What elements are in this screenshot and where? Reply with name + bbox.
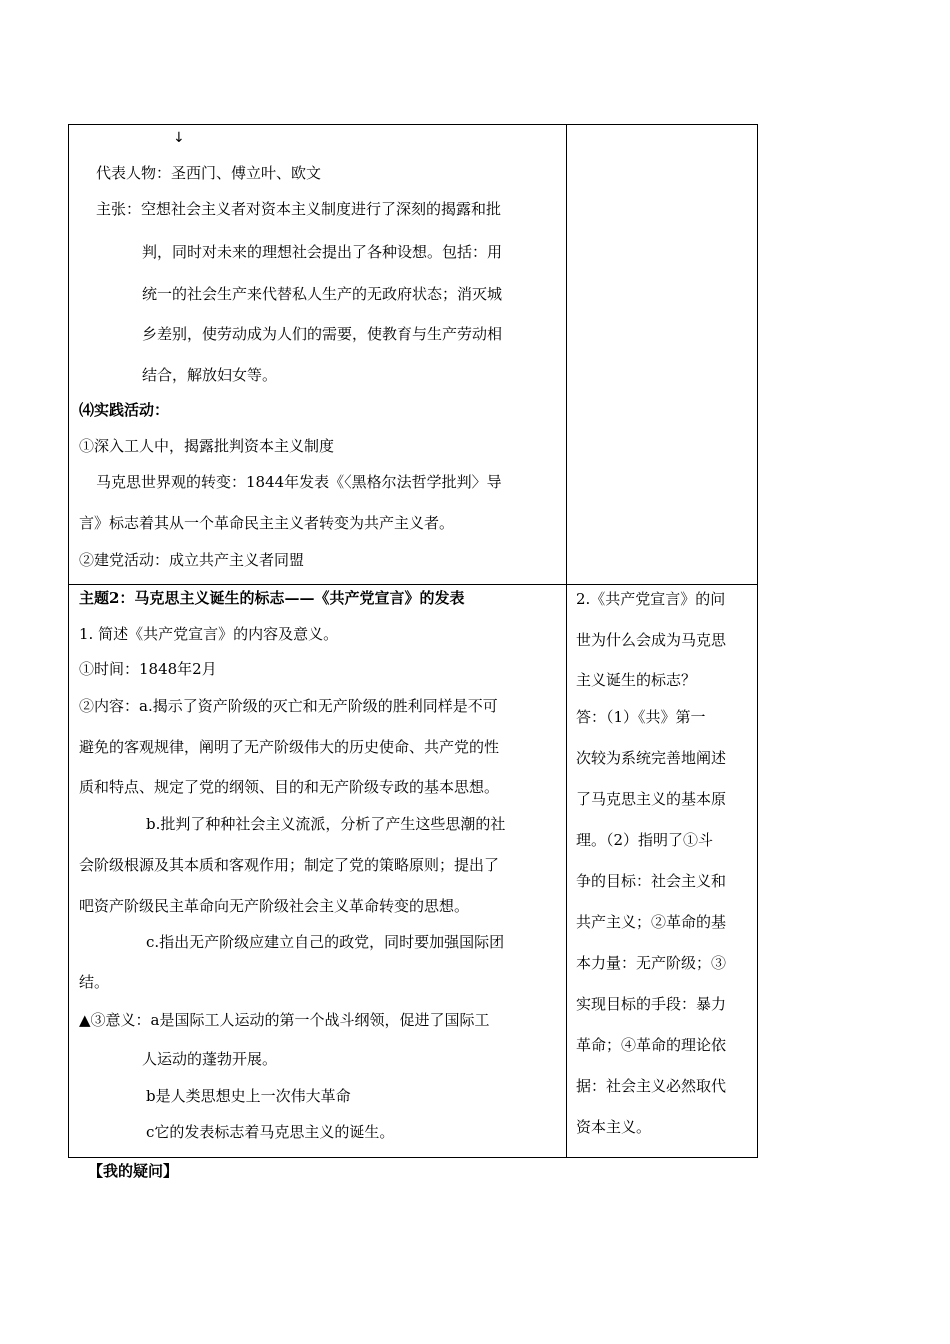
claims-line: 乡差别，使劳动成为人们的需要，使教育与生产劳动相: [142, 325, 503, 343]
content-line: 结。: [79, 973, 110, 991]
significance-line: c它的发表标志着马克思主义的诞生。: [146, 1123, 395, 1141]
content-line: 会阶级根源及其本质和客观作用；制定了党的策略原则；提出了: [79, 856, 500, 874]
content-line: 吧资产阶级民主革命向无产阶级社会主义革命转变的思想。: [79, 897, 470, 915]
side-question: 主义诞生的标志？: [576, 671, 697, 689]
claims-line: 判，同时对未来的理想社会提出了各种设想。包括：用: [142, 243, 503, 261]
side-question: 2.《共产党宣言》的问: [576, 590, 726, 608]
topic-2-title: 主题2：马克思主义诞生的标志——《共产党宣言》的发表: [79, 589, 465, 607]
side-answer: 资本主义。: [576, 1118, 652, 1136]
content-line: 质和特点、规定了党的纲领、目的和无产阶级专政的基本思想。: [79, 778, 500, 796]
significance-line: 人运动的蓬勃开展。: [142, 1050, 278, 1068]
representatives-line: 代表人物：圣西门、傅立叶、欧文: [96, 164, 322, 182]
side-answer: 了马克思主义的基本原: [576, 790, 727, 808]
content-line: b.批判了种种社会主义流派，分析了产生这些思潮的社: [146, 815, 506, 833]
content-line: 避免的客观规律，阐明了无产阶级伟大的历史使命、共产党的性: [79, 738, 500, 756]
side-answer: 理。（2）指明了①斗: [576, 831, 714, 849]
side-answer: 本力量：无产阶级；③: [576, 954, 727, 972]
side-answer: 据：社会主义必然取代: [576, 1077, 727, 1095]
significance-line: ▲③意义：a是国际工人运动的第一个战斗纲领，促进了国际工: [79, 1011, 490, 1029]
side-answer: 争的目标：社会主义和: [576, 872, 727, 890]
column-divider: [566, 125, 567, 1157]
side-answer: 革命；④革命的理论依: [576, 1036, 727, 1054]
question-line: 1. 简述《共产党宣言》的内容及意义。: [79, 625, 339, 643]
claims-line: 结合，解放妇女等。: [142, 366, 278, 384]
content-line: ②内容：a.揭示了资产阶级的灭亡和无产阶级的胜利同样是不可: [79, 697, 498, 715]
worldview-line: 言》标志着其从一个革命民主主义者转变为共产主义者。: [79, 514, 455, 532]
my-questions-heading: 【我的疑问】: [88, 1162, 179, 1180]
time-line: ①时间：1848年2月: [79, 660, 217, 678]
claims-line: 统一的社会生产来代替私人生产的无政府状态；消灭城: [142, 285, 503, 303]
practice-item-1: ①深入工人中，揭露批判资本主义制度: [79, 437, 335, 455]
side-answer: 次较为系统完善地阐述: [576, 749, 727, 767]
worldview-line: 马克思世界观的转变：1844年发表《〈黑格尔法哲学批判〉导: [96, 473, 502, 491]
row-divider: [69, 584, 757, 585]
side-answer: 共产主义；②革命的基: [576, 913, 727, 931]
side-question: 世为什么会成为马克思: [576, 631, 727, 649]
side-answer: 答：（1）《共》第一: [576, 708, 706, 726]
down-arrow-icon: ↓: [173, 130, 185, 146]
practice-item-2: ②建党活动：成立共产主义者同盟: [79, 551, 305, 569]
significance-line: b是人类思想史上一次伟大革命: [146, 1087, 351, 1105]
claims-line: 主张：空想社会主义者对资本主义制度进行了深刻的揭露和批: [96, 200, 502, 218]
content-line: c.指出无产阶级应建立自己的政党，同时要加强国际团: [146, 933, 505, 951]
side-answer: 实现目标的手段：暴力: [576, 995, 727, 1013]
practice-heading: ⑷实践活动：: [79, 401, 170, 419]
